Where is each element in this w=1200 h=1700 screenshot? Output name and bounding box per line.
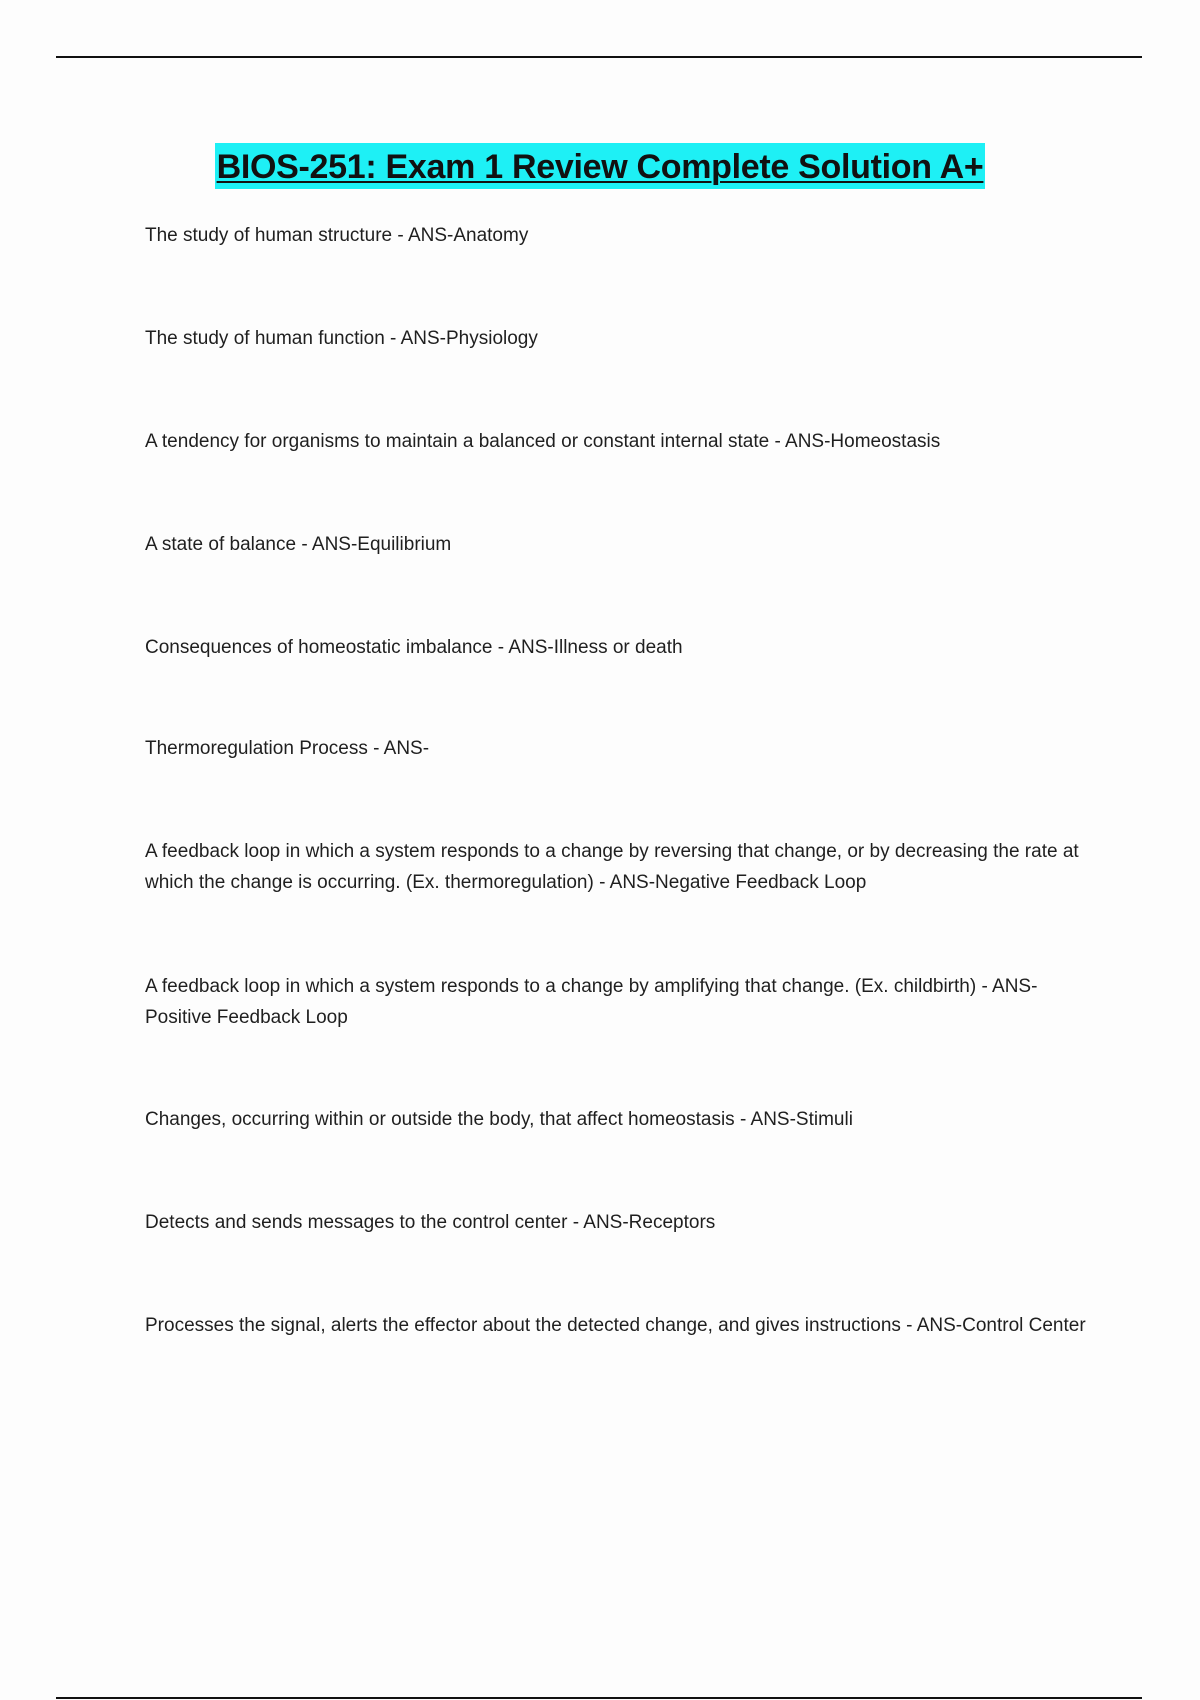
title-container — [0, 143, 1200, 189]
footer-rule — [56, 1697, 1142, 1699]
document-title: BIOS-251: Exam 1 Review Complete Solution A+ — [215, 143, 986, 189]
qa-item-negative-feedback: A feedback loop in which a system responds to a change by reversing that change, or by decreasing the rate at which the change is occurring. (Ex. thermoregulation) - ANS-Negative Feedback Loop — [145, 841, 1079, 893]
header-rule — [56, 56, 1142, 58]
qa-item-receptors: Detects and sends messages to the control center - ANS-Receptors — [145, 1212, 716, 1233]
qa-item-imbalance: Consequences of homeostatic imbalance - ANS-Illness or death — [145, 637, 683, 658]
qa-item-anatomy: The study of human structure - ANS-Anatomy — [145, 225, 529, 246]
qa-item-stimuli: Changes, occurring within or outside the body, that affect homeostasis - ANS-Stimuli — [145, 1109, 853, 1130]
qa-item-positive-feedback: A feedback loop in which a system responds to a change by amplifying that change. (Ex. childbirth) - ANS-Positive Feedback Loop — [145, 976, 1038, 1028]
qa-item-equilibrium: A state of balance - ANS-Equilibrium — [145, 534, 452, 555]
qa-item-control-center: Processes the signal, alerts the effector about the detected change, and gives instructions - ANS-Control Center — [145, 1315, 1086, 1336]
qa-item-thermoregulation: Thermoregulation Process - ANS- — [145, 738, 430, 759]
qa-item-physiology: The study of human function - ANS-Physiology — [145, 328, 538, 349]
qa-item-homeostasis: A tendency for organisms to maintain a balanced or constant internal state - ANS-Homeostasis — [145, 431, 941, 452]
